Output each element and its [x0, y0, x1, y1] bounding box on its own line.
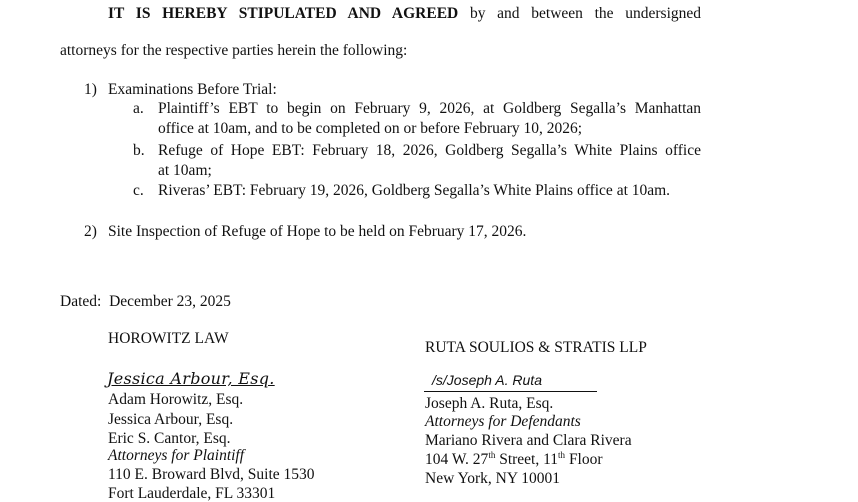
subitem-a-line1: Plaintiff’s EBT to begin on February 9, 2026, at Goldberg Segalla’s Manhattan — [158, 100, 701, 117]
intro-line-2: attorneys for the respective parties herein the following: — [60, 42, 408, 59]
subitem-b-line1: Refuge of Hope EBT: February 18, 2026, Goldberg Segalla’s White Plains office — [158, 142, 701, 159]
item1-title: Examinations Before Trial: — [108, 81, 277, 98]
right-clients: Mariano Rivera and Clara Rivera — [425, 432, 632, 449]
right-address-1-sup-1: th — [488, 450, 496, 460]
intro-bold: IT IS HEREBY STIPULATED AND AGREED — [108, 5, 459, 22]
intro-rest: by and between the undersigned — [469, 5, 702, 22]
right-address-1-sup-2: th — [558, 450, 566, 460]
left-attorney-3: Eric S. Cantor, Esq. — [108, 430, 231, 447]
right-address-2: New York, NY 10001 — [425, 470, 561, 487]
item1-number: 1) — [84, 81, 97, 98]
right-signature: /s/Joseph A. Ruta — [432, 372, 542, 388]
subitem-b-letter: b. — [133, 142, 145, 159]
intro-line-1 — [108, 6, 701, 22]
item2-text: Site Inspection of Refuge of Hope to be held on February 17, 2026. — [108, 223, 527, 240]
subitem-b-line2: at 10am; — [158, 162, 212, 179]
subitem-a-letter: a. — [133, 100, 144, 117]
left-address-2: Fort Lauderdale, FL 33301 — [108, 485, 276, 502]
left-address-1: 110 E. Broward Blvd, Suite 1530 — [108, 466, 315, 483]
right-signature-line — [424, 391, 597, 392]
subitem-c-line1: Riveras’ EBT: February 19, 2026, Goldberg Segalla’s White Plains office at 10am. — [158, 182, 671, 199]
item2-number: 2) — [84, 223, 97, 240]
dated-line: Dated: December 23, 2025 — [60, 293, 231, 310]
subitem-c-letter: c. — [133, 182, 144, 199]
right-firm-name: RUTA SOULIOS & STRATIS LLP — [425, 339, 647, 356]
right-address-1 — [425, 452, 603, 468]
right-address-1-part-b: Street, 11 — [495, 451, 559, 468]
left-firm-name: HOROWITZ LAW — [108, 330, 229, 347]
left-attorney-2: Jessica Arbour, Esq. — [108, 411, 234, 428]
subitem-a-line2: office at 10am, and to be completed on or before February 10, 2026; — [158, 120, 583, 137]
left-signature: Jessica Arbour, Esq. — [107, 369, 275, 388]
left-role: Attorneys for Plaintiff — [108, 447, 245, 464]
right-role: Attorneys for Defendants — [425, 413, 581, 430]
right-attorney-name: Joseph A. Ruta, Esq. — [425, 395, 554, 412]
right-address-1-part-c: Floor — [565, 451, 603, 468]
left-attorney-1: Adam Horowitz, Esq. — [108, 391, 244, 408]
right-address-1-part-a: 104 W. 27 — [425, 451, 489, 468]
